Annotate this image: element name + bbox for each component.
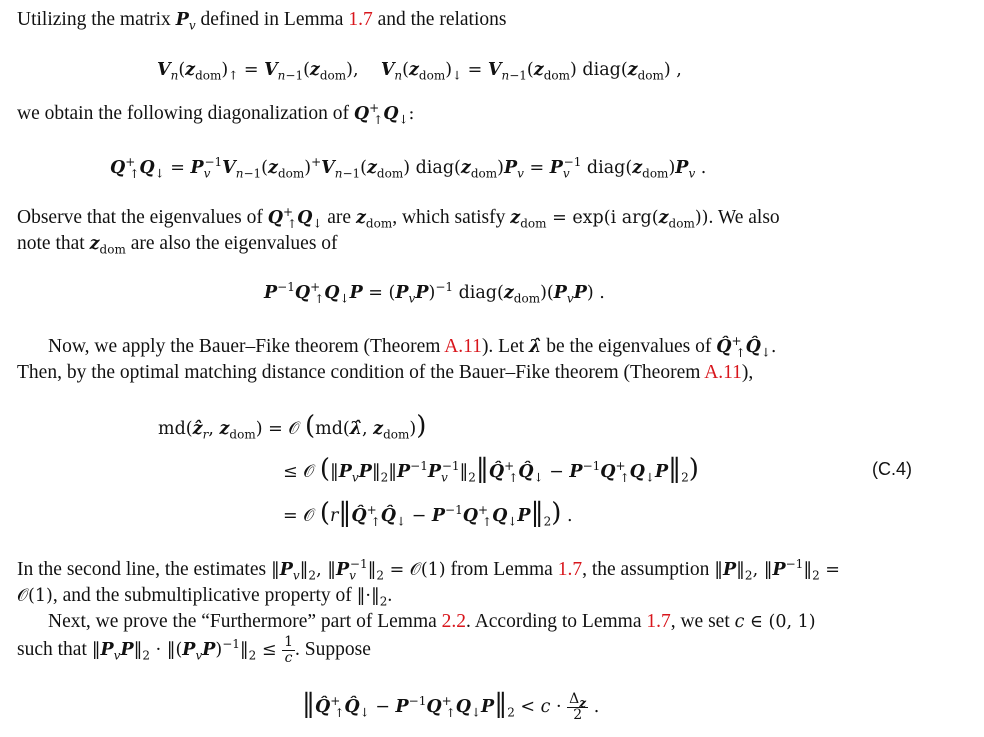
lemma-ref-link[interactable]: 1.7 — [348, 9, 373, 30]
equation-suppose: $‖Q̂^+_↑Q̂_↓$ − $P^{-1}Q^+_↑Q_↓P‖_2 < c$ · $\frac{\Delta_z}{2}$ . — [302, 689, 600, 723]
paragraph-line-4: note that $z_{dom}$ are also the eigenvalues of — [17, 233, 338, 257]
theorem-ref-link[interactable]: A.11 — [444, 336, 482, 357]
lemma-ref-link[interactable]: 1.7 — [646, 611, 671, 632]
equation-diagonalization: $Q^+_↑Q_↓ = P_v^{-1}V_{n-1}(z_{dom})^+V_{n-1}(z_{dom})$ $diag(z_{dom})P_v = P_v^{-1}$ $diag(z_{dom})P_v$ . — [110, 155, 707, 181]
paragraph-line-3: Observe that the eigenvalues of $Q^+_↑Q_↓$ are $z_{dom}$, which satisfy $z_{dom} = \exp(i$ $arg(z_{dom})$). We also — [17, 205, 780, 231]
paragraph-line-6: Then, by the optimal matching distance condition of the Bauer–Fike theorem (Theorem A.11), — [17, 362, 754, 383]
equation-md-line-1: md(ẑ$_r$, $z_{dom}$) = 𝒪 (md(λ̂, $z_{dom}$)) — [158, 411, 427, 442]
equation-relations: $V_n(z_{dom})_↑ = V_{n-1}(z_{dom})$, $V_n(z_{dom})_↓ = V_{n-1}(z_{dom})$ $diag(z_{dom})$ , — [157, 60, 682, 83]
theorem-ref-link[interactable]: A.11 — [704, 362, 742, 383]
paragraph-line-2: we obtain the following diagonalization of $Q^+_↑Q_↓$: — [17, 101, 415, 127]
lemma-ref-link-2-2[interactable]: 2.2 — [441, 611, 467, 632]
paragraph-line-10: such that $‖P_vP‖_2$ · $‖(P_vP)^{-1}‖_2$ ≤ $\frac{1}{c}$ . Suppose — [17, 634, 371, 666]
equation-similarity: $P^{-1}Q^+_↑Q_↓P = (P_vP)^{-1}$ $diag(z_{dom})(P_vP)$ . — [264, 280, 605, 306]
paragraph-line-9: Next, we prove the “Furthermore” part of Lemma 2.2. According to Lemma 1.7, we set c ∈ (0, 1) — [48, 611, 816, 632]
lemma-ref-link[interactable]: 1.7 — [557, 559, 583, 580]
paragraph-line-8: 𝒪(1), and the submultiplicative property of $‖\cdot‖_2$. — [17, 585, 393, 609]
paragraph-line-5: Now, we apply the Bauer–Fike theorem (Theorem A.11). Let λ̂ be the eigenvalues of $Q̂^+_↑Q̂_↓$. — [48, 334, 777, 360]
equation-number: (C.4) — [872, 459, 912, 479]
paragraph-line-1: Utilizing the matrix $P_v$ defined in Lemma 1.7 and the relations — [17, 9, 507, 33]
paragraph-line-7: In the second line, the estimates $‖P_v‖_2$, $‖P_v^{-1}‖_2$ = 𝒪(1) from Lemma 1.7, the assumption $‖P‖_2$, $‖P^{-1}‖_2$ = — [17, 557, 840, 583]
equation-md-line-2: ≤ 𝒪 ($‖P_vP‖_2‖P^{-1}P_v^{-1}‖_2‖Q̂^+_↑Q̂_↓$ − $P^{-1}Q^+_↑Q_↓P‖_2$) — [283, 454, 699, 485]
equation-md-line-3: = 𝒪 ($r‖Q̂^+_↑Q̂_↓$ − $P^{-1}Q^+_↑Q_↓P‖_2$) . — [283, 498, 573, 529]
